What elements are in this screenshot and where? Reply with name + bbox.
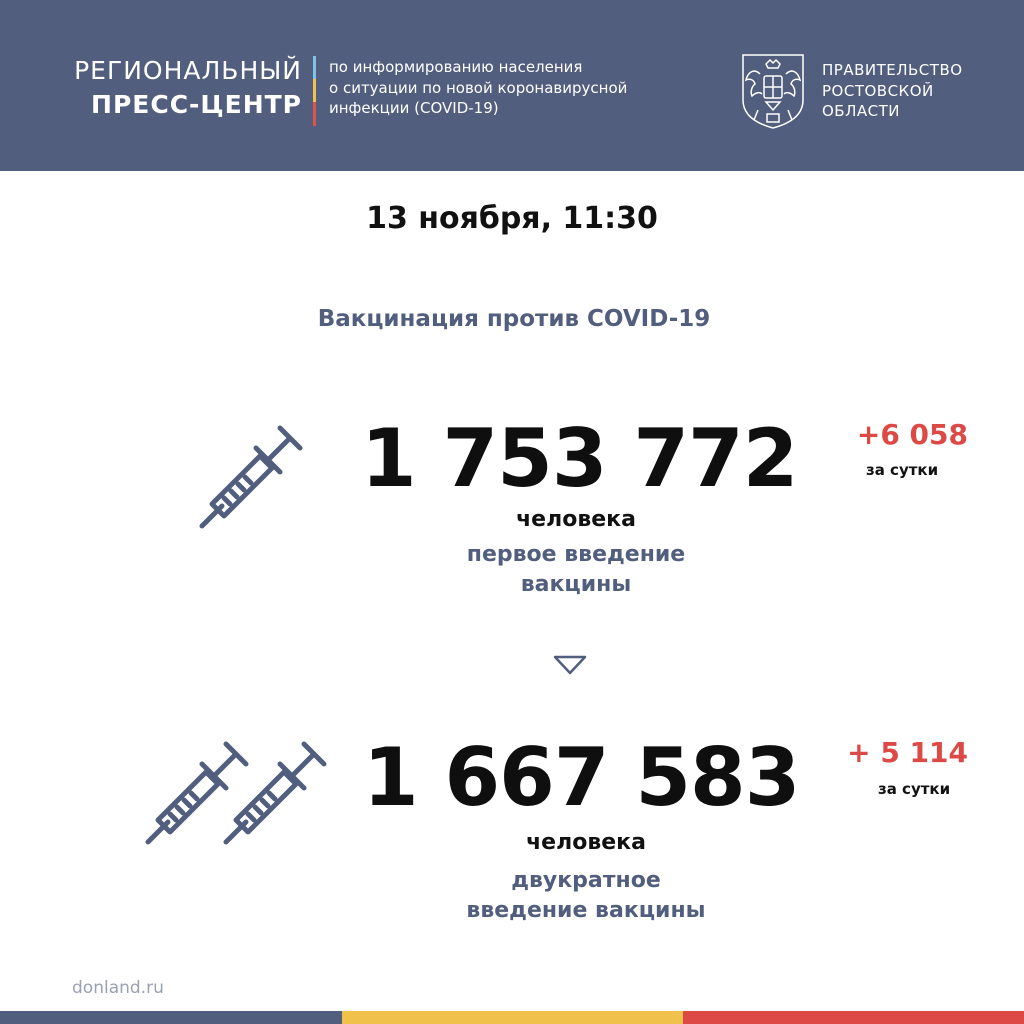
- brand-title-line2: ПРЕСС-ЦЕНТР: [91, 90, 302, 119]
- brand-divider: [313, 56, 316, 126]
- first-dose-description: первое введение вакцины: [466, 542, 686, 597]
- brand-description: по информированию населения о ситуации по новой коронавирусной инфекции (COVID-19): [329, 58, 628, 117]
- second-dose-delta: + 5 114: [847, 736, 968, 769]
- footer-stripe-3: [683, 1011, 1024, 1024]
- first-dose-unit: человека: [516, 507, 636, 532]
- header-banner: [0, 0, 1024, 171]
- footer-link[interactable]: donland.ru: [72, 978, 164, 998]
- section-title: Вакцинация против COVID-19: [317, 306, 711, 332]
- first-dose-count: 1 753 772: [361, 412, 798, 505]
- coat-of-arms-icon: [740, 52, 806, 130]
- second-dose-description: двукратное введение вакцины: [466, 868, 706, 923]
- footer-stripe-1: [0, 1011, 342, 1024]
- second-dose-per-day: за сутки: [878, 780, 951, 798]
- first-dose-per-day: за сутки: [866, 461, 939, 479]
- footer-stripe-2: [342, 1011, 683, 1024]
- second-dose-unit: человека: [526, 830, 646, 855]
- report-date: 13 ноября, 11:30: [366, 201, 658, 236]
- government-label: ПРАВИТЕЛЬСТВО РОСТОВСКОЙ ОБЛАСТИ: [822, 61, 963, 120]
- second-dose-count: 1 667 583: [363, 731, 800, 824]
- syringe-icon: [222, 734, 334, 846]
- first-dose-delta: +6 058: [856, 418, 968, 451]
- brand-title-line1: РЕГИОНАЛЬНЫЙ: [74, 56, 302, 85]
- syringe-icon: [198, 418, 310, 530]
- triangle-down-icon: [552, 654, 588, 676]
